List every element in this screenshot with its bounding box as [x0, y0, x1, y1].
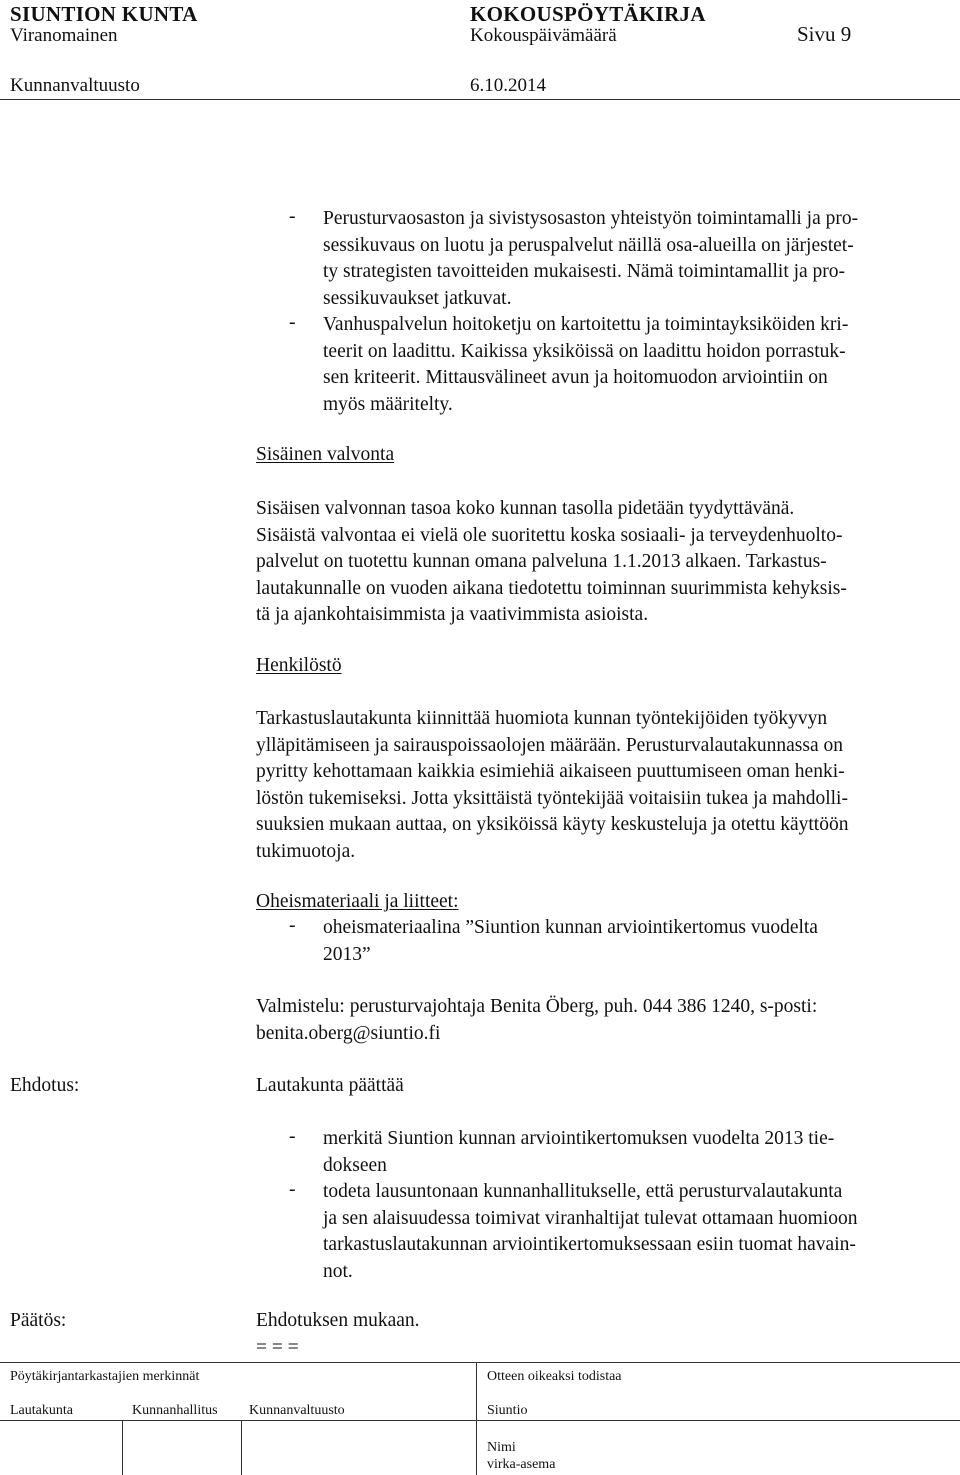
footer-row-divider: [0, 1420, 960, 1421]
page-number: Sivu 9: [797, 22, 852, 46]
footer-col-council: Kunnanvaltuusto: [249, 1403, 345, 1418]
section-heading-personnel: Henkilöstö: [256, 655, 342, 676]
text-line: sen kriteerit. Mittausvälineet avun ja hoitomuodon arviointiin on: [323, 367, 828, 388]
decision-label: Päätös:: [10, 1310, 67, 1331]
text-line: Tarkastuslautakunta kiinnittää huomiota kunnan työntekijöiden työkyvyn: [256, 708, 828, 729]
text-line: Vanhuspalvelun hoitoketju on kartoitettu ja toimintayksiköiden kri-: [323, 314, 849, 335]
paragraph-personnel: [256, 706, 848, 865]
text-line: lautakunnalle on vuoden aikana tiedotettu toiminnan suurimmista kehyksis-: [256, 577, 847, 599]
text-line: ylläpitämiseen ja sairauspoissaolojen määrään. Perusturvalautakunnassa on: [256, 734, 843, 756]
preparer-info: [256, 994, 817, 1047]
text-line: myös määritelty.: [323, 393, 453, 415]
bullet-dash: -: [289, 1126, 296, 1147]
proposal-text: Lautakunta päättää: [256, 1075, 404, 1096]
bullet-dash: -: [289, 1179, 296, 1200]
footer-column-divider: [241, 1420, 242, 1475]
text-line: 2013”: [323, 943, 371, 965]
text-line: palvelut on tuotettu kunnan omana palveluna 1.1.2013 alkaen. Tarkastus-: [256, 551, 827, 572]
meeting-date: 6.10.2014: [470, 75, 546, 96]
authority-label: Viranomainen: [10, 25, 118, 46]
text-line: Sisäisen valvonnan tasoa koko kunnan tasolla pidetään tyydyttävänä.: [256, 498, 795, 519]
section-heading-attachments: Oheismateriaali ja liitteet:: [256, 891, 459, 912]
footer-column-divider: [122, 1420, 123, 1475]
authority-name: Kunnanvaltuusto: [10, 75, 140, 96]
text-line: Perusturvaosaston ja sivistysosaston yhteistyön toimintamalli ja pro-: [323, 208, 859, 229]
text-line: ja sen alaisuudessa toimivat viranhaltijat tulevat ottamaan huomioon: [323, 1207, 858, 1229]
bullet-dash: -: [289, 915, 296, 936]
footer-col-municipal-board: Kunnanhallitus: [132, 1403, 218, 1418]
text-line: benita.oberg@siuntio.fi: [256, 1022, 441, 1044]
footer-reviewers-title: Pöytäkirjantarkastajien merkinnät: [10, 1369, 200, 1384]
text-line: sessikuvaukset jatkuvat.: [323, 287, 512, 309]
section-heading-internal-control: Sisäinen valvonta: [256, 444, 395, 465]
text-line: Valmistelu: perusturvajohtaja Benita Öberg, puh. 044 386 1240, s-posti:: [256, 996, 818, 1017]
decision-text: Ehdotuksen mukaan.: [256, 1310, 420, 1331]
text-line: teerit on laadittu. Kaikissa yksiköissä on laadittu hoidon porrastuk-: [323, 340, 846, 362]
footer-title-label: virka-asema: [487, 1457, 556, 1472]
bullet-item: [323, 206, 858, 312]
text-line: suuksien mukaan auttaa, on yksiköissä käyty keskusteluja ja otettu käyttöön: [256, 814, 849, 835]
paragraph-internal-control: [256, 496, 847, 629]
bullet-item: [323, 312, 848, 418]
footer-col-board: Lautakunta: [10, 1403, 73, 1418]
text-line: tarkastuslautakunnan arviointikertomuksessaan esiin tuomat havain-: [323, 1234, 856, 1255]
header-divider: [0, 99, 960, 100]
text-line: Sisäistä valvontaa ei vielä ole suoritettu koska sosiaali- ja terveydenhuolto-: [256, 524, 843, 546]
date-label: Kokouspäivämäärä: [470, 25, 617, 46]
proposal-bullet: [323, 1126, 834, 1179]
text-line: tukimuotoja.: [256, 840, 356, 862]
attachment-item: [323, 915, 818, 968]
text-line: tä ja ajankohtaisimmista ja vaativimmista asioista.: [256, 604, 649, 625]
bullet-dash: -: [289, 206, 296, 227]
bullet-dash: -: [289, 312, 296, 333]
text-line: dokseen: [323, 1154, 387, 1176]
text-line: merkitä Siuntion kunnan arviointikertomuksen vuodelta 2013 tie-: [323, 1128, 835, 1149]
text-line: löstön tukemiseksi. Jotta yksittäistä työntekijää voitaisiin tukea ja mahdolli-: [256, 787, 848, 809]
footer-name-label: Nimi: [487, 1440, 516, 1455]
text-line: pyritty kehottamaan kaikkia esimiehiä aikaiseen puuttumiseen oman henki-: [256, 761, 845, 782]
document-type: KOKOUSPÖYTÄKIRJA: [470, 2, 706, 26]
end-mark: = = =: [256, 1337, 299, 1358]
proposal-label: Ehdotus:: [10, 1075, 80, 1096]
text-line: not.: [323, 1260, 353, 1282]
text-line: ty strategisten tavoitteiden mukaisesti. Nämä toimintamallit ja pro-: [323, 261, 846, 282]
footer-divider: [0, 1362, 960, 1363]
text-line: sessikuvaus on luotu ja peruspalvelut näillä osa-alueilla on järjestet-: [323, 234, 854, 256]
proposal-bullet: [323, 1179, 858, 1285]
org-name: SIUNTION KUNTA: [10, 2, 198, 26]
text-line: oheismateriaalina ”Siuntion kunnan arviointikertomus vuodelta: [323, 917, 818, 938]
footer-column-divider: [476, 1362, 477, 1475]
footer-certify-title: Otteen oikeaksi todistaa: [487, 1369, 622, 1384]
footer-place: Siuntio: [487, 1403, 528, 1418]
text-line: todeta lausuntonaan kunnanhallitukselle, että perusturvalautakunta: [323, 1181, 843, 1202]
